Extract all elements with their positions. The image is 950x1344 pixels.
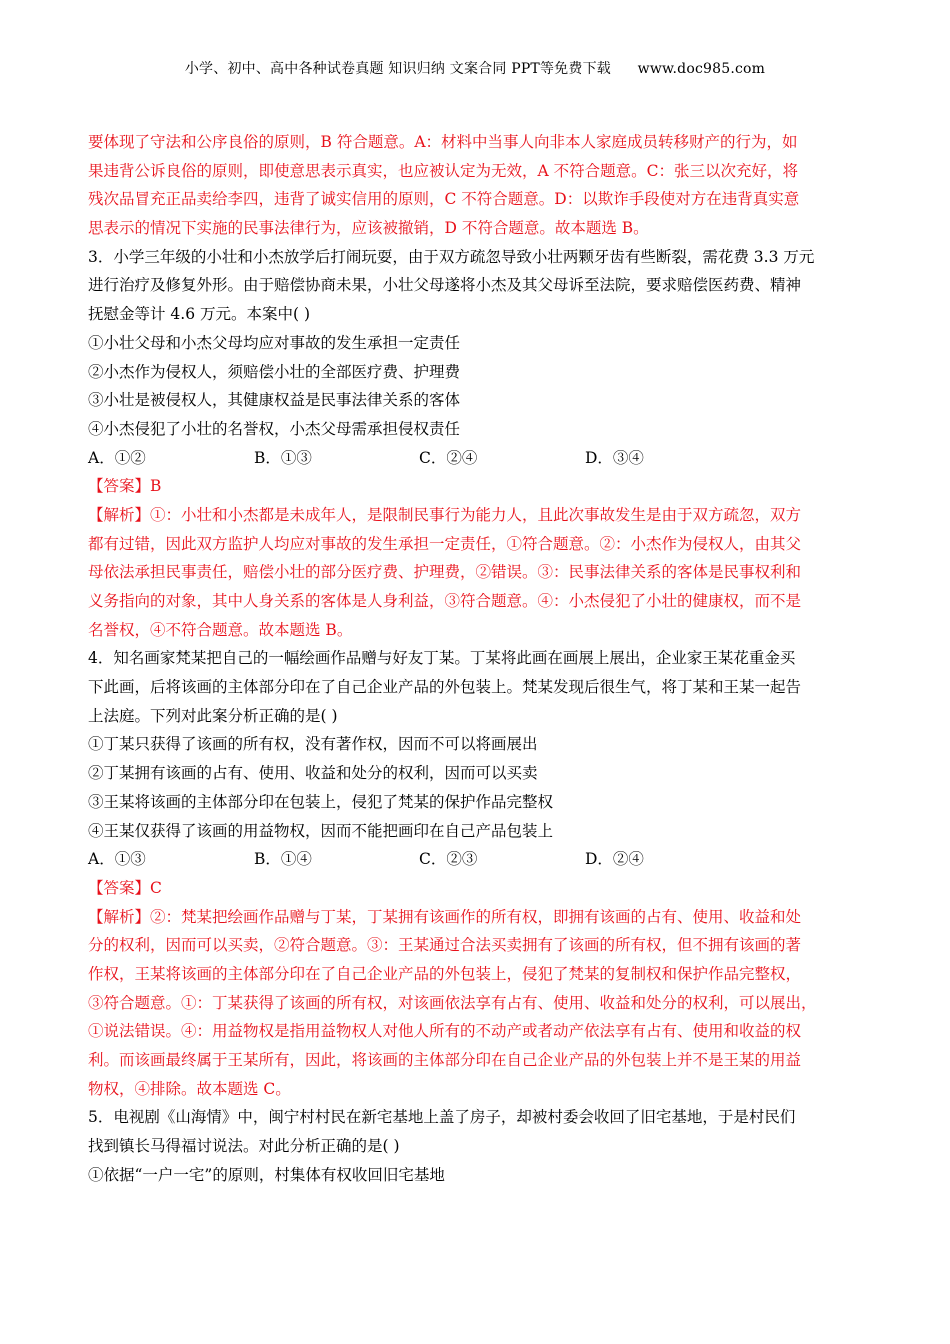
statement-4: ④王某仅获得了该画的用益物权，因而不能把画印在自己产品包装上	[88, 821, 554, 840]
question-stem-line: 抚慰金等计 4.6 万元。本案中( )	[88, 305, 311, 324]
document-body	[88, 128, 868, 1189]
option-c: C．②③	[419, 850, 478, 869]
statement-3: ③王某将该画的主体部分印在包装上，侵犯了梵某的保护作品完整权	[88, 792, 554, 811]
question-stem-line: 找到镇长马得福讨说法。对此分析正确的是( )	[88, 1137, 400, 1156]
explanation-line: 残次品冒充正品卖给李四，违背了诚实信用的原则，C 不符合题意。D：以欺诈手段使对方在违背真实意	[88, 190, 800, 209]
header-text: 小学、初中、高中各种试卷真题 知识归纳 文案合同 PPT等免费下载	[184, 61, 611, 77]
statement-2: ②小杰作为侵权人，须赔偿小壮的全部医疗费、护理费	[88, 362, 461, 381]
question-stem-line: 3．小学三年级的小壮和小杰放学后打闹玩耍，由于双方疏忽导致小壮两颗牙齿有些断裂，需花费 3.3 万元	[88, 247, 815, 266]
question-stem-line: 5．电视剧《山海情》中，闽宁村村民在新宅基地上盖了房子，却被村委会收回了旧宅基地，于是村民们	[88, 1108, 796, 1127]
option-d: D．②④	[585, 850, 644, 869]
explanation-line: 分的权利，因而可以买卖，②符合题意。③：王某通过合法买卖拥有了该画的所有权，但不拥有该画的著	[88, 936, 802, 955]
question-stem-line: 上法庭。下列对此案分析正确的是( )	[88, 706, 338, 725]
option-b: B．①④	[254, 850, 312, 869]
answer-label: 【答案】C	[88, 878, 162, 897]
answer-label: 【答案】B	[88, 477, 162, 496]
statement-1: ①小壮父母和小杰父母均应对事故的发生承担一定责任	[88, 333, 461, 352]
explanation-line: 果违背公诉良俗的原则，即使意思表示真实，也应被认定为无效，A 不符合题意。C：张三以次充好，将	[88, 161, 798, 180]
explanation-line: ①说法错误。④：用益物权是指用益物权人对他人所有的不动产或者动产依法享有占有、使用和收益的权	[88, 1022, 802, 1041]
question-stem-line: 下此画，后将该画的主体部分印在了自己企业产品的外包装上。梵某发现后很生气，将丁某和王某一起告	[88, 678, 802, 697]
explanation-line: 物权，④排除。故本题选 C。	[88, 1079, 291, 1098]
statement-2: ②丁某拥有该画的占有、使用、收益和处分的权利，因而可以买卖	[88, 764, 538, 783]
question-stem-line: 进行治疗及修复外形。由于赔偿协商未果，小壮父母遂将小杰及其父母诉至法院，要求赔偿医药费、精神	[88, 276, 802, 295]
explanation-line: 【解析】②：梵某把绘画作品赠与丁某，丁某拥有该画作的所有权，即拥有该画的占有、使用、收益和处	[88, 907, 802, 926]
question-stem-line: 4．知名画家梵某把自己的一幅绘画作品赠与好友丁某。丁某将此画在画展上展出，企业家王某花重金买	[88, 649, 796, 668]
question-4	[88, 644, 868, 1103]
statement-1: ①依据“一户一宅”的原则，村集体有权收回旧宅基地	[88, 1165, 445, 1184]
explanation-line: 思表示的情况下实施的民事法律行为，应该被撤销，D 不符合题意。故本题选 B。	[88, 219, 649, 238]
answer-options	[88, 845, 868, 874]
statement-4: ④小杰侵犯了小壮的名誉权，小杰父母需承担侵权责任	[88, 419, 461, 438]
option-b: B．①③	[254, 448, 312, 467]
explanation-line: ③符合题意。①：丁某获得了该画的所有权，对该画依法享有占有、使用、收益和处分的权利，可以展出，	[88, 993, 817, 1012]
statement-1: ①丁某只获得了该画的所有权，没有著作权，因而不可以将画展出	[88, 735, 538, 754]
question-3	[88, 243, 868, 645]
option-a: A．①③	[88, 850, 146, 869]
option-d: D．③④	[585, 448, 644, 467]
explanation-line: 作权，王某将该画的主体部分印在了自己企业产品的外包装上，侵犯了梵某的复制权和保护作品完整权，	[88, 964, 802, 983]
statement-3: ③小壮是被侵权人，其健康权益是民事法律关系的客体	[88, 391, 461, 410]
explanation-line: 义务指向的对象，其中人身关系的客体是人身利益，③符合题意。④：小杰侵犯了小壮的健康权，而不是	[88, 592, 802, 610]
option-a: A．①②	[88, 448, 146, 467]
header-url[interactable]: www.doc985.com	[637, 61, 766, 77]
explanation-line: 名誉权，④不符合题意。故本题选 B。	[88, 620, 353, 639]
explanation-line: 要体现了守法和公序良俗的原则，B 符合题意。A：材料中当事人向非本人家庭成员转移财产的行为，如	[88, 133, 798, 151]
question-5	[88, 1103, 868, 1189]
explanation-line: 都有过错，因此双方监护人均应对事故的发生承担一定责任，①符合题意。②：小杰作为侵权人，由其父	[88, 534, 802, 553]
explanation-line: 母依法承担民事责任，赔偿小壮的部分医疗费、护理费，②错误。③：民事法律关系的客体是民事权利和	[88, 563, 802, 582]
explanation-line: 【解析】①：小壮和小杰都是未成年人，是限制民事行为能力人，且此次事故发生是由于双方疏忽，双方	[88, 505, 802, 524]
option-c: C．②④	[419, 448, 478, 467]
explanation-line: 利。而该画最终属于王某所有，因此，将该画的主体部分印在自己企业产品的外包装上并不是王某的用益	[88, 1051, 802, 1069]
page-header	[0, 58, 950, 78]
answer-options	[88, 444, 868, 473]
